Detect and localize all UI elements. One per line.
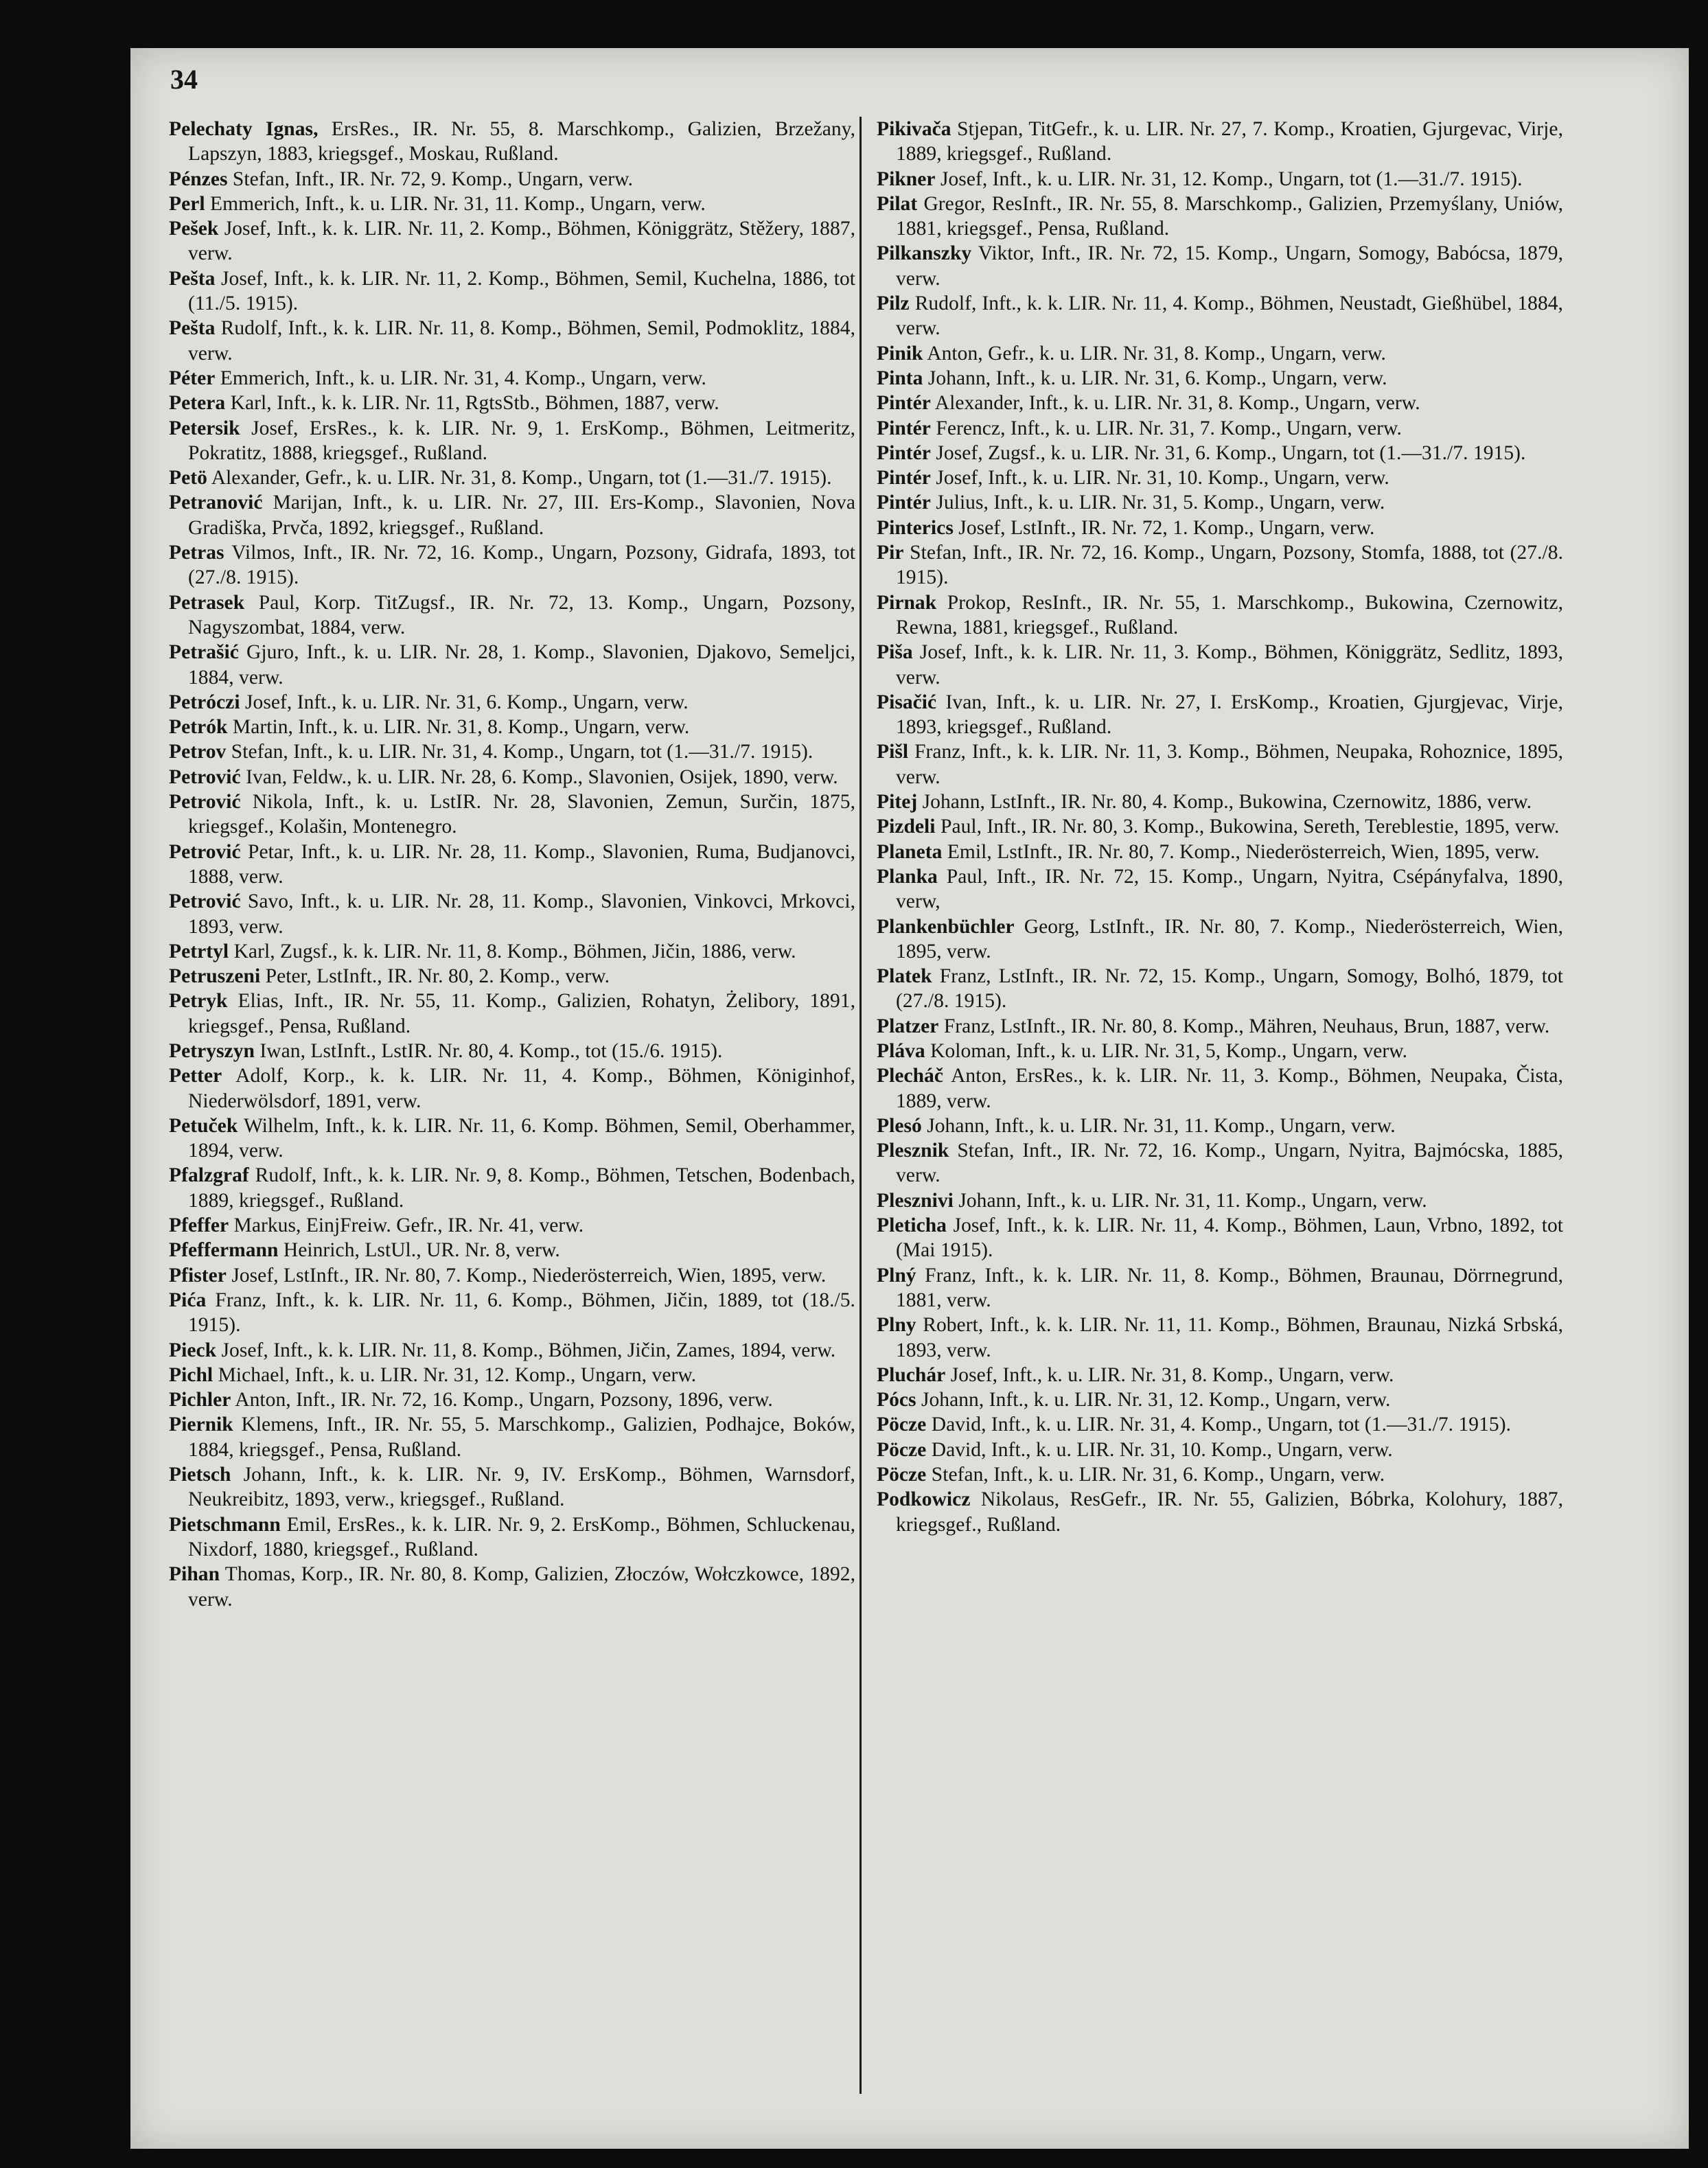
entry-details: Josef, Inft., k. u. LIR. Nr. 31, 12. Komp., Ungarn, tot (1.—31./7. 1915). [935, 168, 1523, 190]
list-entry [877, 465, 1563, 490]
entry-surname: Pfeffermann [169, 1239, 279, 1262]
entry-details: Franz, Inft., k. k. LIR. Nr. 11, 3. Komp., Böhmen, Neupaka, Rohoznice, 1895, verw. [896, 741, 1563, 788]
entry-details: Stefan, Inft., IR. Nr. 72, 16. Komp., Ungarn, Nyitra, Bajmócska, 1885, verw. [896, 1140, 1563, 1187]
entry-surname: Pieck [169, 1339, 217, 1361]
list-entry [169, 1263, 855, 1288]
entry-details: Josef, Inft., k. k. LIR. Nr. 11, 8. Komp., Böhmen, Jičin, Zames, 1894, verw. [216, 1339, 836, 1361]
list-entry [877, 1387, 1563, 1412]
list-entry [169, 690, 855, 715]
list-entry [877, 814, 1563, 839]
list-entry [877, 117, 1563, 167]
entry-details: Savo, Inft., k. u. LIR. Nr. 28, 11. Komp., Slavonien, Vinkovci, Mrkovci, 1893, verw. [188, 890, 855, 938]
list-entry [169, 167, 855, 192]
list-entry [877, 391, 1563, 415]
entry-surname: Pir [877, 542, 904, 564]
entry-details: Robert, Inft., k. k. LIR. Nr. 11, 11. Komp., Böhmen, Braunau, Nizká Srbská, 1893, verw. [896, 1314, 1563, 1361]
entry-surname: Petrov [169, 741, 227, 763]
entry-surname: Pešta [169, 267, 216, 290]
entry-details: Markus, EinjFreiw. Gefr., IR. Nr. 41, verw. [229, 1214, 584, 1237]
entry-details: Franz, Inft., k. k. LIR. Nr. 11, 6. Komp., Böhmen, Jičin, 1889, tot (18./5. 1915). [188, 1289, 855, 1337]
list-entry [169, 1562, 855, 1612]
list-entry [169, 1412, 855, 1462]
entry-surname: Pikner [877, 168, 936, 190]
entry-surname: Pöcze [877, 1464, 927, 1486]
entry-surname: Plankenbüchler [877, 915, 1015, 938]
entry-details: Thomas, Korp., IR. Nr. 80, 8. Komp, Galizien, Złoczów, Wołczkowce, 1892, verw. [188, 1563, 855, 1611]
entry-surname: Petrtyl [169, 940, 229, 962]
list-entry [877, 1363, 1563, 1387]
list-entry [877, 291, 1563, 341]
entry-details: Gjuro, Inft., k. u. LIR. Nr. 28, 1. Komp., Slavonien, Djakovo, Semeljci, 1884, verw. [188, 641, 855, 689]
entry-surname: Petryk [169, 990, 228, 1013]
entry-details: Elias, Inft., IR. Nr. 55, 11. Komp., Galizien, Rohatyn, Żelibory, 1891, kriegsgef., Pensa, Rußland. [188, 990, 855, 1037]
entry-surname: Pilz [877, 292, 910, 315]
entry-details: Heinrich, LstUl., UR. Nr. 8, verw. [278, 1239, 560, 1262]
entry-surname: Planka [877, 865, 938, 888]
entry-details: Michael, Inft., k. u. LIR. Nr. 31, 12. Komp., Ungarn, verw. [213, 1363, 697, 1386]
list-entry [877, 1213, 1563, 1263]
entry-surname: Pirnak [877, 591, 937, 614]
entry-details: Franz, LstInft., IR. Nr. 80, 8. Komp., Mähren, Neuhaus, Brun, 1887, verw. [938, 1015, 1550, 1037]
entry-surname: Plny [877, 1314, 916, 1337]
entry-surname: Pócs [877, 1389, 916, 1411]
entry-surname: Petryszyn [169, 1039, 255, 1062]
entry-surname: Pietschmann [169, 1513, 281, 1536]
entry-surname: Pintér [877, 467, 931, 489]
list-entry [877, 241, 1563, 291]
entry-surname: Pfeffer [169, 1214, 229, 1237]
list-entry [877, 1114, 1563, 1138]
entry-details: Josef, Inft., k. k. LIR. Nr. 11, 3. Komp., Böhmen, Königgrätz, Sedlitz, 1893, verw. [896, 641, 1563, 689]
entry-details: Emmerich, Inft., k. u. LIR. Nr. 31, 11. Komp., Ungarn, verw. [205, 192, 706, 215]
entry-surname: Petersik [169, 417, 240, 439]
entry-details: Viktor, Inft., IR. Nr. 72, 15. Komp., Ungarn, Somogy, Babócsa, 1879, verw. [896, 242, 1563, 290]
list-entry [877, 416, 1563, 441]
entry-details: Ferencz, Inft., k. u. LIR. Nr. 31, 7. Komp., Ungarn, verw. [930, 417, 1402, 439]
list-entry [169, 1338, 855, 1363]
entry-surname: Petras [169, 542, 224, 564]
list-entry [169, 1213, 855, 1238]
list-entry [169, 1462, 855, 1512]
entry-details: Josef, Inft., k. k. LIR. Nr. 11, 4. Komp., Böhmen, Laun, Vrbno, 1892, tot (Mai 1915). [896, 1214, 1563, 1262]
entry-details: Alexander, Gefr., k. u. LIR. Nr. 31, 8. Komp., Ungarn, tot (1.—31./7. 1915). [207, 467, 832, 489]
list-entry [169, 939, 855, 964]
list-entry [169, 1039, 855, 1063]
entry-details: Josef, LstInft., IR. Nr. 72, 1. Komp., Ungarn, verw. [953, 516, 1375, 539]
entry-details: Franz, Inft., k. k. LIR. Nr. 11, 8. Komp., Böhmen, Braunau, Dörrnegrund, 1881, verw. [896, 1264, 1563, 1311]
entry-surname: Plecháč [877, 1065, 944, 1087]
entry-details: Koloman, Inft., k. u. LIR. Nr. 31, 5, Komp., Ungarn, verw. [925, 1039, 1408, 1062]
list-entry [169, 416, 855, 466]
list-entry [877, 540, 1563, 590]
list-entry [169, 840, 855, 890]
entry-surname: Plesznik [877, 1140, 949, 1162]
entry-details: ErsRes., IR. Nr. 55, 8. Marschkomp., Galizien, Brzežany, Lapszyn, 1883, kriegsgef., Moskau, Rußland. [188, 118, 855, 165]
list-entry [877, 167, 1563, 192]
list-entry [169, 989, 855, 1039]
list-entry [169, 391, 855, 415]
entry-surname: Pláva [877, 1039, 925, 1062]
list-entry [877, 640, 1563, 690]
list-entry [169, 117, 855, 167]
list-entry [877, 690, 1563, 740]
entry-details: Johann, Inft., k. u. LIR. Nr. 31, 12. Komp., Ungarn, verw. [916, 1389, 1391, 1411]
list-entry [169, 540, 855, 590]
list-entry [169, 465, 855, 490]
entry-surname: Podkowicz [877, 1488, 971, 1511]
entry-details: Alexander, Inft., k. u. LIR. Nr. 31, 8. Komp., Ungarn, verw. [930, 392, 1420, 415]
entry-details: Stefan, Inft., IR. Nr. 72, 9. Komp., Ungarn, verw. [227, 168, 634, 190]
entry-details: Johann, Inft., k. u. LIR. Nr. 31, 11. Komp., Ungarn, verw. [921, 1114, 1396, 1137]
list-entry [877, 789, 1563, 814]
entry-details: Wilhelm, Inft., k. k. LIR. Nr. 11, 6. Komp. Böhmen, Semil, Oberhammer, 1894, verw. [188, 1114, 855, 1162]
entry-details: Anton, Gefr., k. u. LIR. Nr. 31, 8. Komp., Ungarn, verw. [923, 342, 1386, 365]
entry-details: Stefan, Inft., k. u. LIR. Nr. 31, 4. Komp., Ungarn, tot (1.—31./7. 1915). [226, 741, 813, 763]
entry-surname: Perl [169, 192, 205, 215]
entry-surname: Petuček [169, 1114, 238, 1137]
entry-surname: Planeta [877, 840, 943, 863]
entry-details: Julius, Inft., k. u. LIR. Nr. 31, 5. Komp., Ungarn, verw. [930, 492, 1385, 514]
list-entry [169, 739, 855, 764]
entry-details: Ivan, Feldw., k. u. LIR. Nr. 28, 6. Komp., Slavonien, Osijek, 1890, verw. [240, 765, 838, 788]
entry-surname: Pfalzgraf [169, 1164, 249, 1187]
entry-surname: Pizdeli [877, 816, 936, 838]
entry-surname: Pića [169, 1289, 207, 1311]
list-entry [877, 192, 1563, 242]
list-entry [169, 715, 855, 739]
entry-surname: Pelechaty Ignas, [169, 118, 319, 140]
list-entry [169, 490, 855, 540]
list-entry [169, 1387, 855, 1412]
list-entry [877, 1014, 1563, 1039]
entry-surname: Pietsch [169, 1464, 231, 1486]
entry-surname: Pinik [877, 342, 923, 365]
entry-details: Nikola, Inft., k. u. LstIR. Nr. 28, Slavonien, Zemun, Surčin, 1875, kriegsgef., Kolašin, Montenegro. [188, 791, 855, 838]
entry-surname: Pilat [877, 192, 918, 215]
entry-surname: Petera [169, 392, 226, 415]
entry-details: Stefan, Inft., IR. Nr. 72, 16. Komp., Ungarn, Pozsony, Stomfa, 1888, tot (27./8. 1915). [896, 542, 1563, 589]
list-entry [877, 864, 1563, 914]
entry-surname: Pichler [169, 1389, 231, 1411]
list-entry [169, 1512, 855, 1562]
entry-details: Rudolf, Inft., k. k. LIR. Nr. 9, 8. Komp., Böhmen, Tetschen, Bodenbach, 1889, kriegsgef., Rußland. [188, 1164, 855, 1212]
entry-surname: Pichl [169, 1363, 214, 1386]
entry-surname: Pitej [877, 791, 918, 814]
entry-surname: Pešek [169, 218, 219, 240]
entry-surname: Petruszeni [169, 965, 261, 988]
entry-surname: Petö [169, 467, 207, 489]
entry-surname: Pluchár [877, 1363, 946, 1386]
entry-surname: Piša [877, 641, 913, 664]
entry-details: Marijan, Inft., k. u. LIR. Nr. 27, III. Ers-Komp., Slavonien, Nova Gradiška, Prvča, 1892, kriegsgef., Rußland. [188, 492, 855, 539]
entry-surname: Pinterics [877, 516, 954, 539]
entry-details: Rudolf, Inft., k. k. LIR. Nr. 11, 8. Komp., Böhmen, Semil, Podmoklitz, 1884, verw. [188, 317, 855, 365]
list-entry [169, 366, 855, 391]
entry-details: Josef, Inft., k. k. LIR. Nr. 11, 2. Komp., Böhmen, Semil, Kuchelna, 1886, tot (11./5. 1915). [188, 267, 855, 315]
list-entry [169, 964, 855, 989]
entry-surname: Pintér [877, 417, 931, 439]
entry-details: Josef, LstInft., IR. Nr. 80, 7. Komp., Niederösterreich, Wien, 1895, verw. [226, 1264, 827, 1287]
entry-surname: Petrasek [169, 591, 245, 614]
list-entry [169, 1288, 855, 1338]
entry-details: Gregor, ResInft., IR. Nr. 55, 8. Marschkomp., Galizien, Przemyślany, Uniów, 1881, kriegsgef., Pensa, Rußland. [896, 192, 1563, 240]
list-entry [877, 490, 1563, 515]
column-divider [859, 117, 862, 2094]
list-entry [169, 1063, 855, 1114]
entry-details: Karl, Inft., k. k. LIR. Nr. 11, RgtsStb., Böhmen, 1887, verw. [225, 392, 719, 415]
entry-surname: Pinta [877, 367, 923, 389]
list-entry [877, 1438, 1563, 1462]
list-entry [169, 1363, 855, 1387]
entry-details: Josef, Inft., k. u. LIR. Nr. 31, 6. Komp., Ungarn, verw. [240, 691, 689, 713]
entry-details: David, Inft., k. u. LIR. Nr. 31, 4. Komp., Ungarn, tot (1.—31./7. 1915). [926, 1414, 1512, 1436]
entry-details: Josef, Inft., k. k. LIR. Nr. 11, 2. Komp., Böhmen, Königgrätz, Stěžery, 1887, verw. [188, 218, 855, 265]
list-entry [877, 1313, 1563, 1363]
entry-details: Vilmos, Inft., IR. Nr. 72, 16. Komp., Ungarn, Pozsony, Gidrafa, 1893, tot (27./8. 1915). [188, 542, 855, 589]
entry-details: Emil, ErsRes., k. k. LIR. Nr. 9, 2. ErsKomp., Böhmen, Schluckenau, Nixdorf, 1880, kriegsgef., Rußland. [188, 1513, 855, 1560]
entry-details: Iwan, LstInft., LstIR. Nr. 80, 4. Komp., tot (15./6. 1915). [254, 1039, 723, 1062]
entry-surname: Petter [169, 1065, 222, 1087]
entry-surname: Pešta [169, 317, 216, 340]
list-entry [877, 366, 1563, 391]
list-entry [877, 739, 1563, 789]
list-entry [169, 192, 855, 216]
entry-surname: Pöcze [877, 1438, 927, 1461]
list-entry [877, 1063, 1563, 1114]
entry-details: Peter, LstInft., IR. Nr. 80, 2. Komp., verw. [260, 965, 610, 988]
left-column [169, 117, 855, 1612]
entry-details: Josef, Zugsf., k. u. LIR. Nr. 31, 6. Komp., Ungarn, tot (1.—31./7. 1915). [930, 441, 1526, 464]
entry-surname: Pfister [169, 1264, 227, 1287]
entry-details: Karl, Zugsf., k. k. LIR. Nr. 11, 8. Komp., Böhmen, Jičin, 1886, verw. [229, 940, 796, 962]
entry-details: Johann, Inft., k. u. LIR. Nr. 31, 11. Komp., Ungarn, verw. [953, 1189, 1427, 1212]
list-entry [169, 789, 855, 840]
list-entry [877, 1039, 1563, 1063]
entry-surname: Pleticha [877, 1214, 947, 1237]
entry-details: Paul, Inft., IR. Nr. 72, 15. Komp., Ungarn, Nyitra, Csépányfalva, 1890, verw, [896, 865, 1563, 913]
entry-surname: Platek [877, 965, 932, 988]
entry-details: Emil, LstInft., IR. Nr. 80, 7. Komp., Niederösterreich, Wien, 1895, verw. [942, 840, 1540, 863]
entry-surname: Petrović [169, 840, 241, 863]
entry-surname: Plesznivi [877, 1189, 954, 1212]
list-entry [877, 441, 1563, 465]
entry-surname: Petrašić [169, 641, 239, 664]
list-entry [169, 316, 855, 366]
entry-details: Adolf, Korp., k. k. LIR. Nr. 11, 4. Komp., Böhmen, Königinhof, Niederwölsdorf, 1891, verw. [188, 1065, 855, 1112]
entry-details: Josef, Inft., k. u. LIR. Nr. 31, 8. Komp., Ungarn, verw. [945, 1363, 1394, 1386]
list-entry [169, 765, 855, 789]
entry-details: Petar, Inft., k. u. LIR. Nr. 28, 11. Komp., Slavonien, Ruma, Budjanovci, 1888, verw. [188, 840, 855, 888]
list-entry [877, 1462, 1563, 1487]
entry-surname: Petrović [169, 890, 241, 913]
entry-surname: Pisačić [877, 691, 937, 713]
entry-surname: Petrović [169, 791, 241, 814]
entry-surname: Pintér [877, 441, 931, 464]
entry-surname: Péter [169, 367, 216, 389]
list-entry [877, 1263, 1563, 1313]
right-column [877, 117, 1563, 1537]
list-entry [169, 640, 855, 690]
entry-details: Josef, Inft., k. u. LIR. Nr. 31, 10. Komp., Ungarn, verw. [930, 467, 1389, 489]
entry-surname: Plesó [877, 1114, 922, 1137]
entry-details: Johann, LstInft., IR. Nr. 80, 4. Komp., Bukowina, Czernowitz, 1886, verw. [917, 791, 1532, 814]
entry-details: Ivan, Inft., k. u. LIR. Nr. 27, I. ErsKomp., Kroatien, Gjurgjevac, Virje, 1893, kriegsgef., Rußland. [896, 691, 1563, 739]
list-entry [169, 1238, 855, 1262]
entry-surname: Petróczi [169, 691, 240, 713]
list-entry [877, 1188, 1563, 1213]
entry-surname: Pišl [877, 741, 909, 763]
entry-surname: Pilkanszky [877, 242, 972, 265]
entry-details: Franz, LstInft., IR. Nr. 72, 15. Komp., Ungarn, Somogy, Bolhó, 1879, tot (27./8. 1915). [896, 965, 1563, 1013]
entry-details: Rudolf, Inft., k. k. LIR. Nr. 11, 4. Komp., Böhmen, Neustadt, Gießhübel, 1884, verw. [896, 292, 1563, 340]
list-entry [169, 1114, 855, 1164]
entry-details: Martin, Inft., k. u. LIR. Nr. 31, 8. Komp., Ungarn, verw. [227, 716, 690, 739]
entry-details: Stefan, Inft., k. u. LIR. Nr. 31, 6. Komp., Ungarn, verw. [926, 1464, 1385, 1486]
list-entry [169, 889, 855, 939]
entry-details: David, Inft., k. u. LIR. Nr. 31, 10. Komp., Ungarn, verw. [926, 1438, 1393, 1461]
entry-surname: Plný [877, 1264, 916, 1287]
list-entry [169, 266, 855, 316]
entry-surname: Pénzes [169, 168, 228, 190]
entry-details: Josef, ErsRes., k. k. LIR. Nr. 9, 1. ErsKomp., Böhmen, Leitmeritz, Pokratitz, 1888, kriegsgef., Rußland. [188, 417, 855, 464]
entry-surname: Petrović [169, 765, 241, 788]
list-entry [877, 1138, 1563, 1188]
list-entry [877, 341, 1563, 366]
entry-details: Anton, ErsRes., k. k. LIR. Nr. 11, 3. Komp., Böhmen, Neupaka, Čista, 1889, verw. [896, 1065, 1563, 1112]
entry-surname: Platzer [877, 1015, 939, 1037]
list-entry [877, 1412, 1563, 1437]
page-number: 34 [170, 64, 198, 95]
entry-details: Johann, Inft., k. k. LIR. Nr. 9, IV. ErsKomp., Böhmen, Warnsdorf, Neukreibitz, 1893, verw., kriegsgef., Rußland. [188, 1464, 855, 1511]
list-entry [169, 1163, 855, 1213]
entry-details: Georg, LstInft., IR. Nr. 80, 7. Komp., Niederösterreich, Wien, 1895, verw. [896, 915, 1563, 962]
list-entry [877, 516, 1563, 540]
list-entry [877, 964, 1563, 1014]
entry-details: Paul, Inft., IR. Nr. 80, 3. Komp., Bukowina, Sereth, Tereblestie, 1895, verw. [935, 816, 1560, 838]
document-page [130, 48, 1689, 2149]
entry-surname: Pintér [877, 492, 931, 514]
entry-surname: Pöcze [877, 1414, 927, 1436]
entry-details: Klemens, Inft., IR. Nr. 55, 5. Marschkomp., Galizien, Podhajce, Boków, 1884, kriegsgef., Pensa, Rußland. [188, 1414, 855, 1461]
entry-surname: Petranović [169, 492, 263, 514]
entry-surname: Pintér [877, 392, 931, 415]
entry-details: Nikolaus, ResGefr., IR. Nr. 55, Galizien, Bóbrka, Kolohury, 1887, kriegsgef., Rußland. [896, 1488, 1563, 1536]
entry-details: Paul, Korp. TitZugsf., IR. Nr. 72, 13. Komp., Ungarn, Pozsony, Nagyszombat, 1884, verw. [188, 591, 855, 638]
entry-surname: Pihan [169, 1563, 220, 1586]
entry-details: Anton, Inft., IR. Nr. 72, 16. Komp., Ungarn, Pozsony, 1896, verw. [231, 1389, 773, 1411]
entry-details: Emmerich, Inft., k. u. LIR. Nr. 31, 4. Komp., Ungarn, verw. [215, 367, 706, 389]
entry-surname: Pikivača [877, 118, 951, 140]
list-entry [169, 590, 855, 641]
list-entry [877, 590, 1563, 641]
entry-surname: Piernik [169, 1414, 233, 1436]
list-entry [169, 216, 855, 266]
entry-details: Stjepan, TitGefr., k. u. LIR. Nr. 27, 7. Komp., Kroatien, Gjurgevac, Virje, 1889, kriegsgef., Rußland. [896, 118, 1563, 165]
list-entry [877, 1487, 1563, 1537]
entry-surname: Petrók [169, 716, 228, 739]
list-entry [877, 914, 1563, 965]
entry-details: Johann, Inft., k. u. LIR. Nr. 31, 6. Komp., Ungarn, verw. [923, 367, 1387, 389]
entry-details: Prokop, ResInft., IR. Nr. 55, 1. Marschkomp., Bukowina, Czernowitz, Rewna, 1881, kriegsgef., Rußland. [896, 591, 1563, 638]
list-entry [877, 840, 1563, 864]
